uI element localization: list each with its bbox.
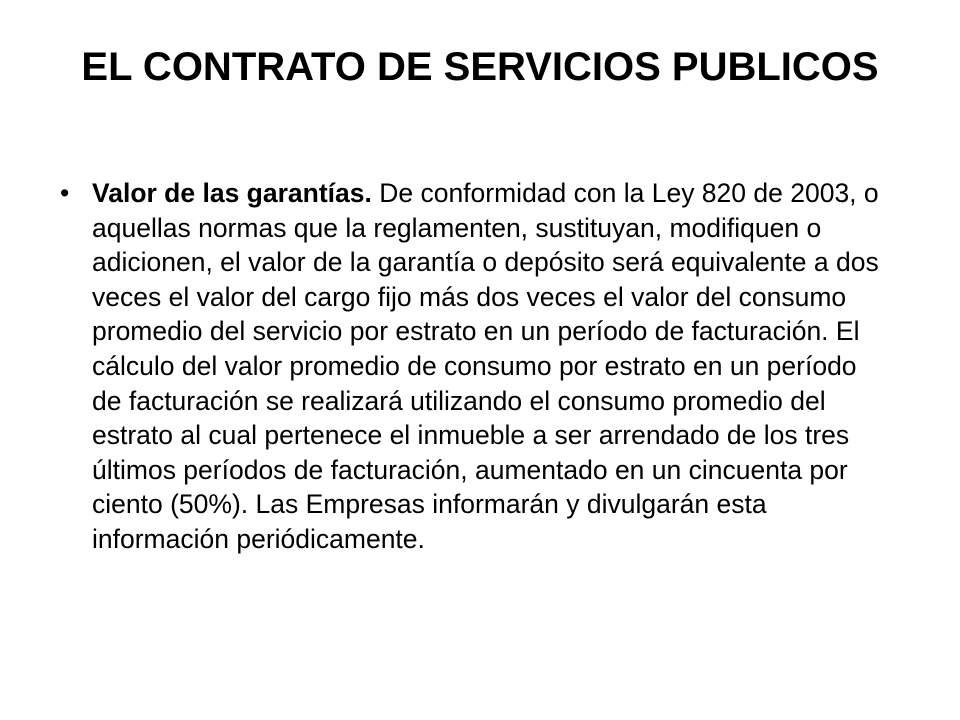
bullet-marker: •	[60, 178, 70, 208]
bullet-text: De conformidad con la Ley 820 de 2003, o aquellas normas que la reglamenten, sustituyan, modifiquen o adicionen, el valor de la garantía o depósito será equivalente a dos veces el valor del cargo fijo más dos veces el valor del consumo promedio del servicio por estrato en un período de facturación. El cálculo del valor promedio de consumo por estrato en un período de facturación se realizará utilizando el consumo promedio del estrato al cual pertenece el inmueble a ser arrendado de los tres últimos períodos de facturación, aumentado en un cincuenta por ciento (50%). Las Empresas informarán y divulgarán esta información periódicamente.	[92, 178, 879, 554]
bullet-item	[60, 176, 890, 557]
bullet-list	[60, 176, 890, 557]
slide-title: EL CONTRATO DE SERVICIOS PUBLICOS	[81, 45, 879, 89]
bullet-lead: Valor de las garantías.	[92, 178, 380, 208]
